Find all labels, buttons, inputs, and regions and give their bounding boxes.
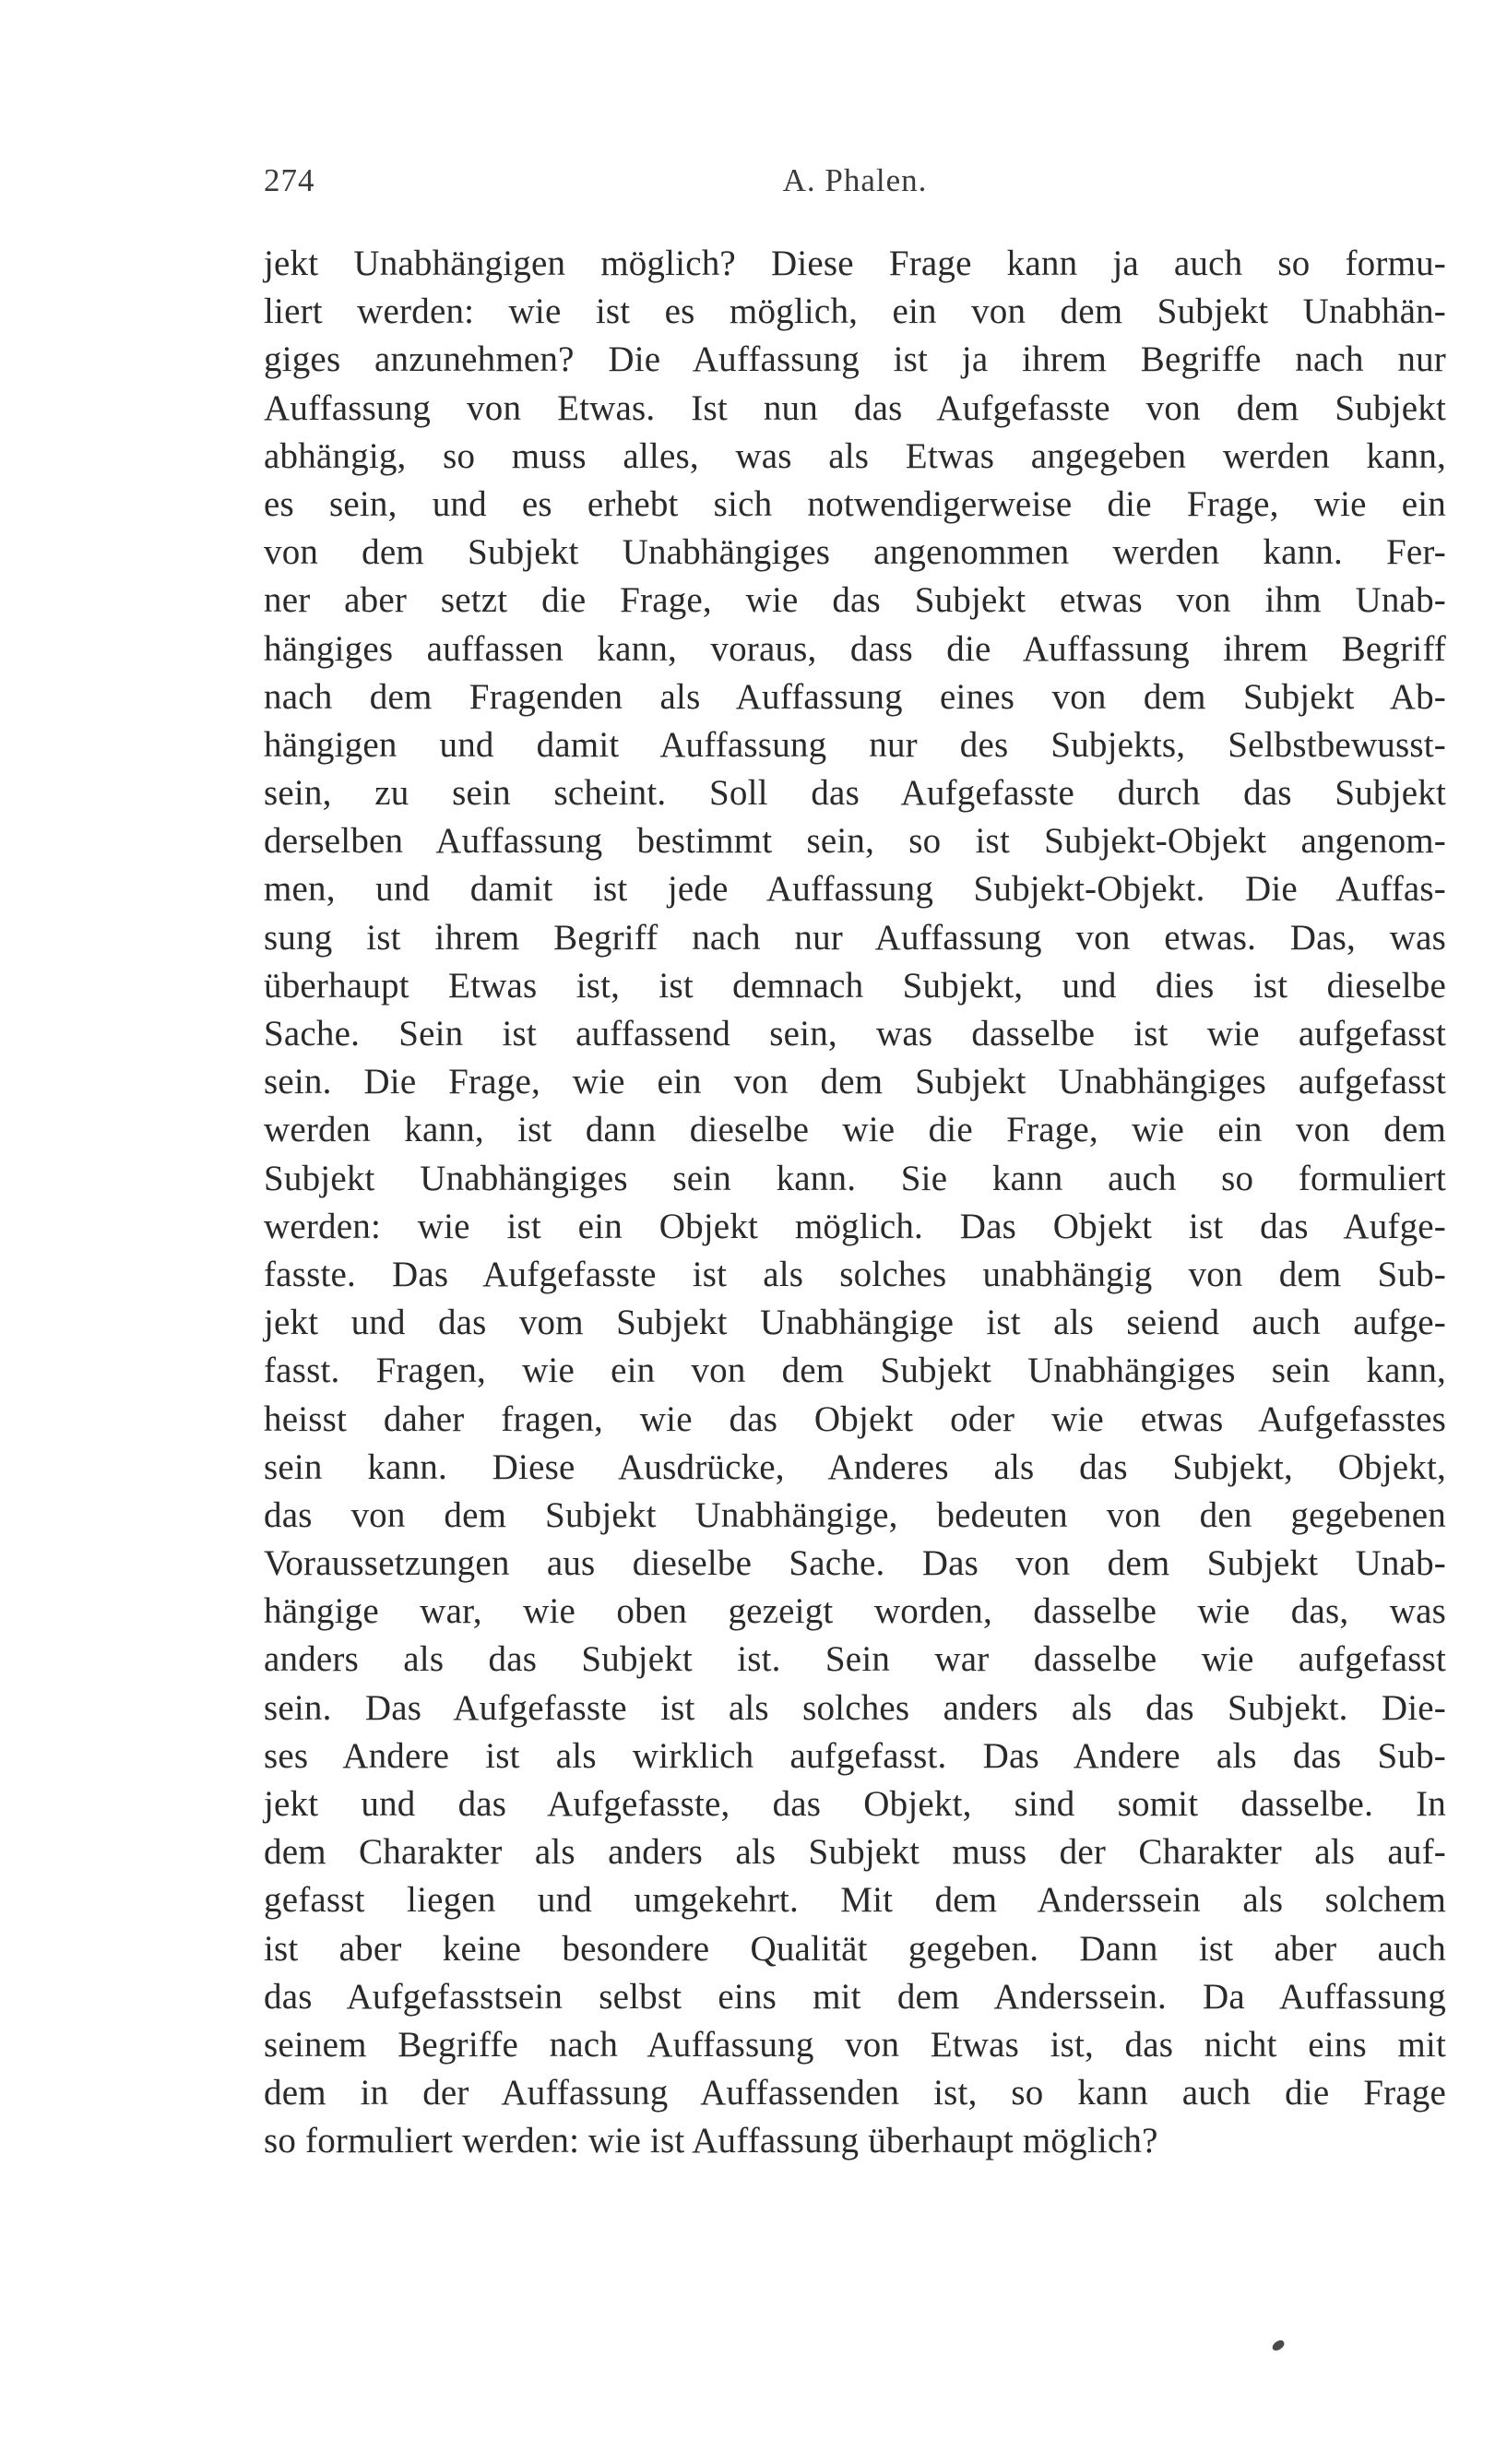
ink-speck (1271, 2339, 1287, 2352)
text-line: abhängig, so muss alles, was als Etwas angegeben werden kann, (264, 435, 1446, 476)
text-line: sung ist ihrem Begriff nach nur Auffassung von etwas. Das, was (264, 917, 1446, 958)
text-line: seinem Begriffe nach Auffassung von Etwas ist, das nicht eins mit (264, 2024, 1446, 2065)
text-line: das von dem Subjekt Unabhängige, bedeuten von den gegebenen (264, 1494, 1446, 1535)
text-line: anders als das Subjekt ist. Sein war dasselbe wie aufgefasst (264, 1639, 1446, 1680)
text-line: jekt und das vom Subjekt Unabhängige ist als seiend auch aufge- (264, 1303, 1446, 1343)
text-line: gefasst liegen und umgekehrt. Mit dem Anderssein als solchem (264, 1880, 1446, 1921)
page-number: 274 (264, 162, 315, 198)
text-line: jekt Unabhängigen möglich? Diese Frage kann ja auch so formu- (264, 244, 1446, 283)
text-line: derselben Auffassung bestimmt sein, so ist Subjekt-Objekt angenom- (264, 821, 1446, 862)
text-line: Auffassung von Etwas. Ist nun das Aufgefasste von dem Subjekt (264, 387, 1446, 428)
text-line: werden kann, ist dann dieselbe wie die Frage, wie ein von dem (264, 1110, 1446, 1150)
text-line: von dem Subjekt Unabhängiges angenommen werden kann. Fer- (264, 532, 1446, 573)
text-line: sein kann. Diese Ausdrücke, Anderes als das Subjekt, Objekt, (264, 1446, 1446, 1487)
text-line: liert werden: wie ist es möglich, ein von dem Subjekt Unabhän- (264, 292, 1446, 332)
text-line: hängigen und damit Auffassung nur des Subjekts, Selbstbewusst- (264, 724, 1446, 765)
running-title: A. Phalen. (782, 162, 928, 198)
text-line: ses Andere ist als wirklich aufgefasst. Das Andere als das Sub- (264, 1735, 1446, 1776)
text-line: fasst. Fragen, wie ein von dem Subjekt Unabhängiges sein kann, (264, 1351, 1446, 1391)
text-line: men, und damit ist jede Auffassung Subjekt-Objekt. Die Auffas- (264, 869, 1446, 910)
text-line: hängiges auffassen kann, voraus, dass die Auffassung ihrem Begriff (264, 628, 1446, 669)
text-line: fasste. Das Aufgefasste ist als solches unabhängig von dem Sub- (264, 1254, 1446, 1294)
text-line: dem Charakter als anders als Subjekt muss der Charakter als auf- (264, 1832, 1446, 1873)
text-line: nach dem Fragenden als Auffassung eines von dem Subjekt Ab- (264, 676, 1446, 717)
text-line: sein, zu sein scheint. Soll das Aufgefasste durch das Subjekt (264, 773, 1446, 814)
text-line: sein. Das Aufgefasste ist als solches anders als das Subjekt. Die- (264, 1687, 1446, 1728)
text-line: ner aber setzt die Frage, wie das Subjekt etwas von ihm Unab- (264, 580, 1446, 621)
text-line: ist aber keine besondere Qualität gegeben. Dann ist aber auch (264, 1928, 1446, 1969)
running-head (264, 159, 1446, 203)
text-line: Voraussetzungen aus dieselbe Sache. Das von dem Subjekt Unab- (264, 1543, 1446, 1584)
text-line: dem in der Auffassung Auffassenden ist, so kann auch die Frage (264, 2073, 1446, 2113)
body-text (264, 240, 1446, 2166)
text-line: Subjekt Unabhängiges sein kann. Sie kann auch so formuliert (264, 1158, 1446, 1198)
text-line: überhaupt Etwas ist, ist demnach Subjekt, und dies ist dieselbe (264, 965, 1446, 1006)
text-line: jekt und das Aufgefasste, das Objekt, sind somit dasselbe. In (264, 1784, 1446, 1824)
text-line: giges anzunehmen? Die Auffassung ist ja ihrem Begriffe nach nur (264, 339, 1446, 380)
text-line: hängige war, wie oben gezeigt worden, dasselbe wie das, was (264, 1591, 1446, 1632)
text-line-last: so formuliert werden: wie ist Auffassung überhaupt möglich? (264, 2121, 1158, 2161)
text-line: das Aufgefasstsein selbst eins mit dem Anderssein. Da Auffassung (264, 1976, 1446, 2017)
text-line: sein. Die Frage, wie ein von dem Subjekt Unabhängiges aufgefasst (264, 1062, 1446, 1102)
text-line: es sein, und es erhebt sich notwendigerweise die Frage, wie ein (264, 483, 1446, 524)
text-line: heisst daher fragen, wie das Objekt oder wie etwas Aufgefasstes (264, 1399, 1446, 1439)
text-line: werden: wie ist ein Objekt möglich. Das Objekt ist das Aufge- (264, 1206, 1446, 1246)
text-line: Sache. Sein ist auffassend sein, was dasselbe ist wie aufgefasst (264, 1014, 1446, 1053)
